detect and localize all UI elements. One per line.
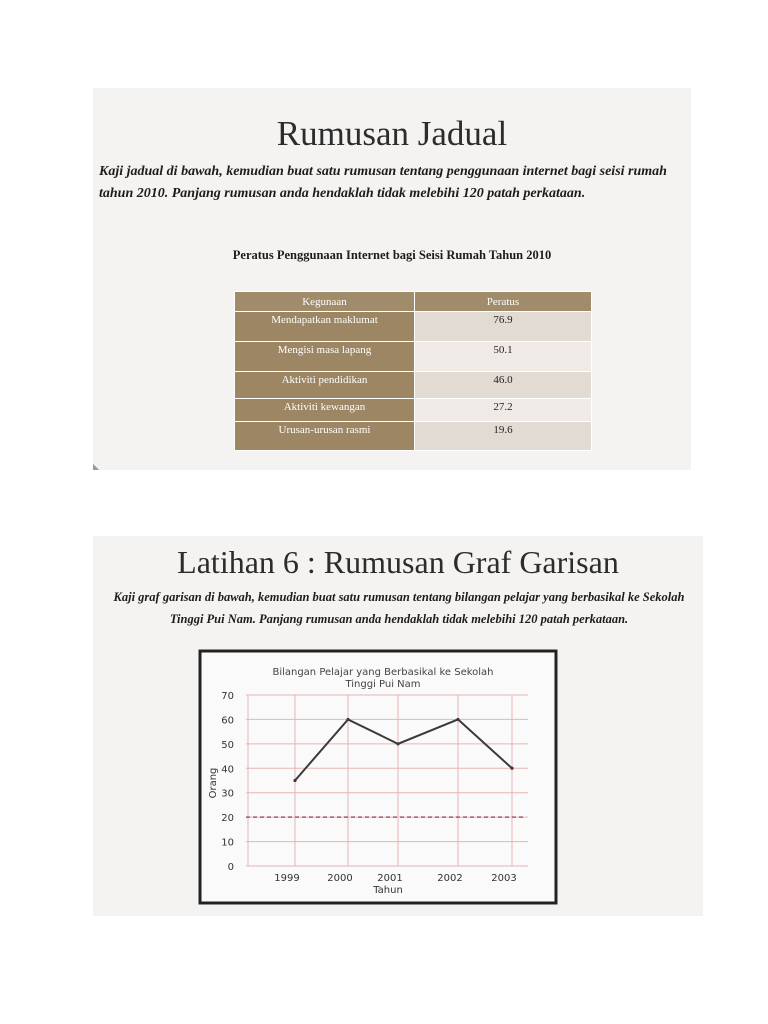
x-tick-label: 2001 (377, 873, 403, 884)
table-cell-use: Aktiviti kewangan (235, 399, 415, 422)
slide-title: Rumusan Jadual (276, 114, 508, 153)
y-tick-label: 70 (221, 691, 234, 702)
y-tick-label: 0 (227, 862, 234, 873)
x-axis-label: Tahun (373, 885, 403, 896)
table-row (235, 422, 592, 451)
table-caption: Peratus Penggunaan Internet bagi Seisi Rumah Tahun 2010 (232, 248, 552, 262)
x-tick-label: 2000 (327, 873, 353, 884)
x-tick-label: 1999 (274, 873, 300, 884)
chart-title-line-2: Tinggi Pui Nam (345, 679, 421, 690)
slide-corner-mark: ◣ (93, 462, 100, 471)
data-point (510, 767, 513, 770)
y-tick-label: 40 (221, 764, 234, 776)
instruction-text: Kaji graf garisan di bawah, kemudian buat satu rumusan tentang bilangan pelajar yang berbasikal ke Sekolah Tinggi Pui Nam. Panjang rumusan anda hendaklah tidak melebihi 120 patah perkataan. (113, 590, 685, 626)
slide-rumusan-graf (93, 536, 703, 916)
table-cell-percent: 19.6 (415, 422, 592, 451)
x-tick-label: 2002 (437, 873, 463, 884)
table-cell-percent: 50.1 (415, 342, 592, 372)
data-point (346, 718, 349, 721)
y-tick-label: 20 (221, 813, 234, 825)
table-cell-use: Urusan-urusan rasmi (235, 422, 415, 451)
slide-title: Latihan 6 : Rumusan Graf Garisan (177, 544, 619, 580)
table-cell-percent: 27.2 (415, 399, 592, 422)
column-header-peratus: Peratus (415, 292, 592, 312)
data-point (456, 718, 459, 721)
data-point (396, 742, 399, 745)
y-tick-label: 30 (221, 788, 234, 800)
y-tick-label: 50 (221, 739, 234, 751)
table-cell-use: Aktiviti pendidikan (235, 372, 415, 399)
column-header-kegunaan: Kegunaan (235, 292, 415, 312)
data-point (293, 779, 296, 782)
table-cell-percent: 76.9 (415, 312, 592, 342)
x-tick-label: 2003 (491, 873, 517, 884)
table-cell-use: Mengisi masa lapang (235, 342, 415, 372)
table-cell-use: Mendapatkan maklumat (235, 312, 415, 342)
table-row (235, 399, 592, 422)
slide-rumusan-jadual (93, 88, 691, 470)
y-axis-label: Orang (208, 767, 219, 799)
internet-usage-table (234, 291, 592, 451)
y-tick-label: 10 (221, 837, 234, 849)
table-cell-percent: 46.0 (415, 372, 592, 399)
instruction-text: Kaji jadual di bawah, kemudian buat satu rumusan tentang penggunaan internet bagi seisi rumah tahun 2010. Panjang rumusan anda hendaklah tidak melebihi 120 patah perkataan. (99, 164, 667, 201)
table-row (235, 372, 592, 399)
table-row (235, 342, 592, 372)
table-row (235, 312, 592, 342)
chart-title-line-1: Bilangan Pelajar yang Berbasikal ke Sekolah (272, 667, 494, 678)
y-tick-label: 60 (221, 715, 234, 727)
line-chart (198, 649, 558, 905)
line-chart-svg (198, 649, 558, 905)
